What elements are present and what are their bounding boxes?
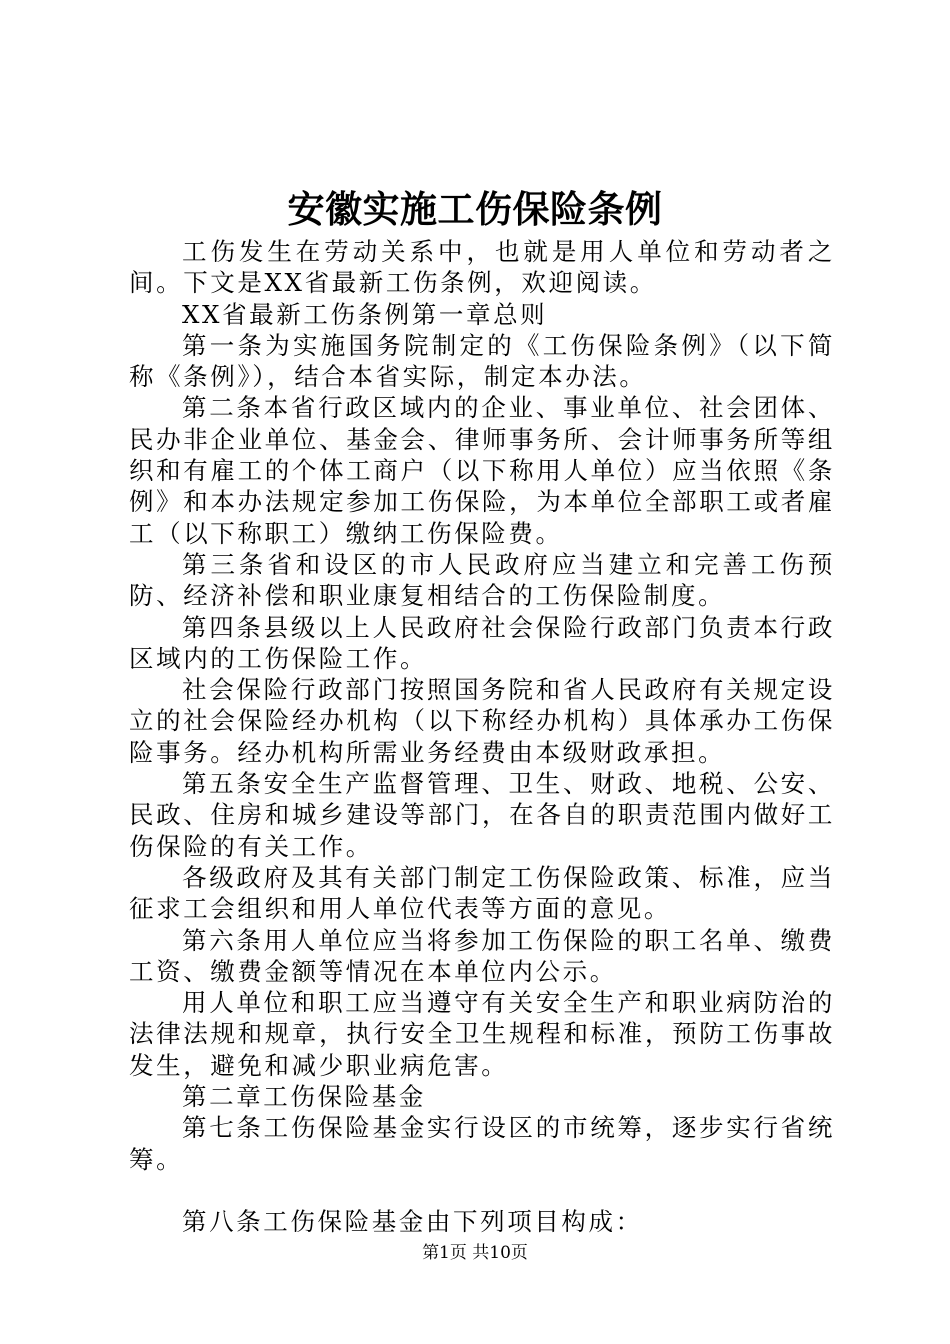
chapter-heading-2: 第二章工伤保险基金 xyxy=(182,1082,426,1112)
article-1: 第一条为实施国务院制定的《工伤保险条例》（以下简称《条例》），结合本省实际，制定本办法。 xyxy=(129,330,835,392)
document-title: 安徽实施工伤保险条例 xyxy=(287,187,663,231)
article-6: 第六条用人单位应当将参加工伤保险的职工名单、缴费工资、缴费金额等情况在本单位内公示。 xyxy=(129,925,835,986)
article-4: 第四条县级以上人民政府社会保险行政部门负责本行政区域内的工伤保险工作。 xyxy=(129,612,835,673)
article-7: 第七条工伤保险基金实行设区的市统筹，逐步实行省统筹。 xyxy=(129,1113,835,1174)
article-5: 第五条安全生产监督管理、卫生、财政、地税、公安、民政、住房和城乡建设等部门，在各自的职责范围内做好工伤保险的有关工作。 xyxy=(129,769,835,861)
article-3: 第三条省和设区的市人民政府应当建立和完善工伤预防、经济补偿和职业康复相结合的工伤保险制度。 xyxy=(129,549,835,611)
article-6-paragraph-2: 用人单位和职工应当遵守有关安全生产和职业病防治的法律法规和规章，执行安全卫生规程和标准，预防工伤事故发生，避免和减少职业病危害。 xyxy=(129,988,835,1080)
document-body xyxy=(129,236,835,1237)
article-2: 第二条本省行政区域内的企业、事业单位、社会团体、民办非企业单位、基金会、律师事务所、会计师事务所等组织和有雇工的个体工商户（以下称用人单位）应当依照《条例》和本办法规定参加工伤保险，为本单位全部职工或者雇工（以下称职工）缴纳工伤保险费。 xyxy=(129,393,835,548)
paragraph-intro: 工伤发生在劳动关系中，也就是用人单位和劳动者之间。下文是XX省最新工伤条例，欢迎阅读。 xyxy=(129,237,835,298)
page-footer: 第1页 共10页 xyxy=(422,1243,528,1263)
article-5-paragraph-2: 各级政府及其有关部门制定工伤保险政策、标准，应当征求工会组织和用人单位代表等方面的意见。 xyxy=(129,862,835,924)
article-4-paragraph-2: 社会保险行政部门按照国务院和省人民政府有关规定设立的社会保险经办机构（以下称经办机构）具体承办工伤保险事务。经办机构所需业务经费由本级财政承担。 xyxy=(129,675,835,767)
chapter-heading-1: XX省最新工伤条例第一章总则 xyxy=(182,299,548,329)
article-8: 第八条工伤保险基金由下列项目构成： xyxy=(182,1206,643,1236)
